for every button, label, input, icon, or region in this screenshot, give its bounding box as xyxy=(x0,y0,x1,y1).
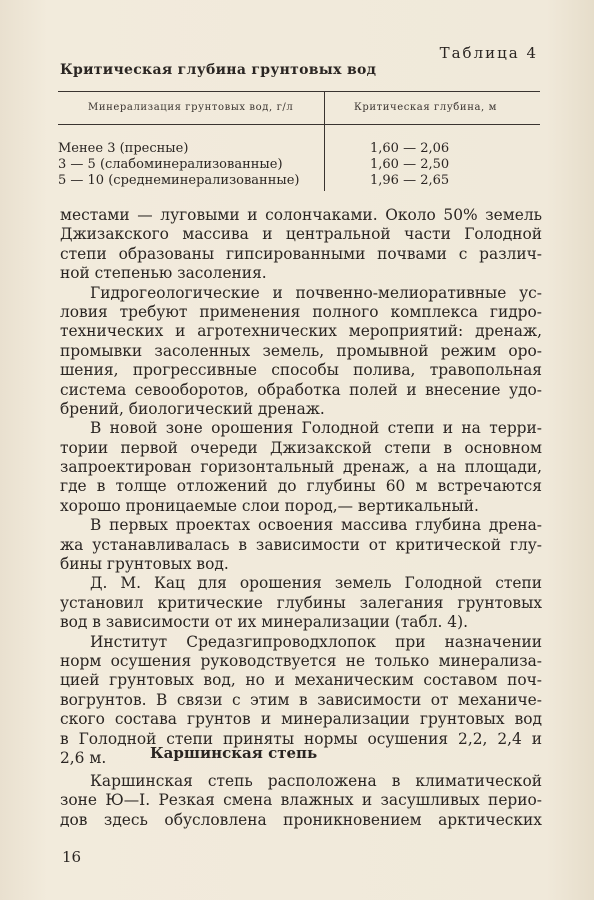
table-row xyxy=(58,141,540,157)
text-line: ского состава грунтов и минерализации грунтовых вод xyxy=(60,710,542,729)
table-caption: Таблица 4 xyxy=(439,44,538,62)
text-line: ной степенью засоления. xyxy=(60,264,267,283)
page-number: 16 xyxy=(62,848,82,866)
text-line: запроектирован горизонтальный дренаж, а на площади, xyxy=(60,458,542,477)
text-line: установил критические глубины залегания грунтовых xyxy=(60,593,542,612)
text-line: зоне Ю—I. Резкая смена влажных и засушливых перио- xyxy=(60,791,542,810)
text-line: дов здесь обусловлена проникновением арктических xyxy=(60,810,542,829)
text-line: В новой зоне орошения Голодной степи и на терри- xyxy=(90,419,542,438)
table-cell-mineralization: Менее 3 (пресные) xyxy=(58,141,189,156)
text-line: Институт Средазгипроводхлопок при назначении xyxy=(90,632,542,651)
text-line: бины грунтовых вод. xyxy=(60,555,229,574)
table-header-critical-depth: Критическая глубина, м xyxy=(354,102,497,113)
text-line: где в толще отложений до глубины 60 м встречаются xyxy=(60,477,542,496)
text-line: технических и агротехнических мероприятий: дренаж, xyxy=(60,322,542,341)
text-line: брений, биологический дренаж. xyxy=(60,399,325,418)
text-line: Гидрогеологические и почвенно-мелиоративные ус- xyxy=(90,283,542,302)
text-line: тории первой очереди Джизакской степи в основном xyxy=(60,438,542,457)
table-cell-depth: 1,96 — 2,65 xyxy=(370,173,450,188)
table-cell-mineralization: 5 — 10 (среднеминерализованные) xyxy=(58,173,300,188)
table-cell-mineralization: 3 — 5 (слабоминерализованные) xyxy=(58,157,283,172)
table-top-rule xyxy=(58,91,540,92)
body-paragraphs xyxy=(60,206,542,768)
text-line: промывки засоленных земель, промывной режим оро- xyxy=(60,341,542,360)
text-line: 2,6 м. xyxy=(60,748,107,767)
text-line: ловия требуют применения полного комплекса гидро- xyxy=(60,302,542,321)
text-line: шения, прогрессивные способы полива, травопольная xyxy=(60,361,542,380)
text-line: норм осушения руководствуется не только минерализа- xyxy=(60,651,542,670)
text-line: Д. М. Кац для орошения земель Голодной степи xyxy=(90,574,542,593)
text-line: вогрунтов. В связи с этим в зависимости от механиче- xyxy=(60,690,542,709)
table-cell-depth: 1,60 — 2,50 xyxy=(370,157,450,172)
table-header-mineralization: Минерализация грунтовых вод, г/л xyxy=(88,102,294,113)
text-line: система севооборотов, обработка полей и внесение удо- xyxy=(60,380,542,399)
table-row xyxy=(58,173,540,189)
text-line: вод в зависимости от их минерализации (табл. 4). xyxy=(60,613,468,632)
table-row xyxy=(58,157,540,173)
text-line: Каршинская степь расположена в климатической xyxy=(90,772,542,790)
text-line: жа устанавливалась в зависимости от критической глу- xyxy=(60,535,542,554)
text-line: цией грунтовых вод, но и механическим составом поч- xyxy=(60,671,542,690)
text-line: Джизакского массива и центральной части Голодной xyxy=(60,225,542,244)
text-line: хорошо проницаемые слои пород,— вертикальный. xyxy=(60,496,479,515)
table-header-rule xyxy=(58,124,540,125)
table-cell-depth: 1,60 — 2,06 xyxy=(370,141,450,156)
section-paragraph xyxy=(60,772,542,830)
text-line: в Голодной степи приняты нормы осушения 2,2, 2,4 и xyxy=(60,729,542,748)
section-heading: Каршинская степь xyxy=(150,744,318,762)
table-title: Критическая глубина грунтовых вод xyxy=(60,62,377,78)
text-line: местами — луговыми и солончаками. Около 50% земель xyxy=(60,206,542,224)
text-line: В первых проектах освоения массива глубина дрена- xyxy=(90,516,542,535)
groundwater-depth-table xyxy=(58,86,540,194)
text-line: степи образованы гипсированными почвами с различ- xyxy=(60,244,542,263)
